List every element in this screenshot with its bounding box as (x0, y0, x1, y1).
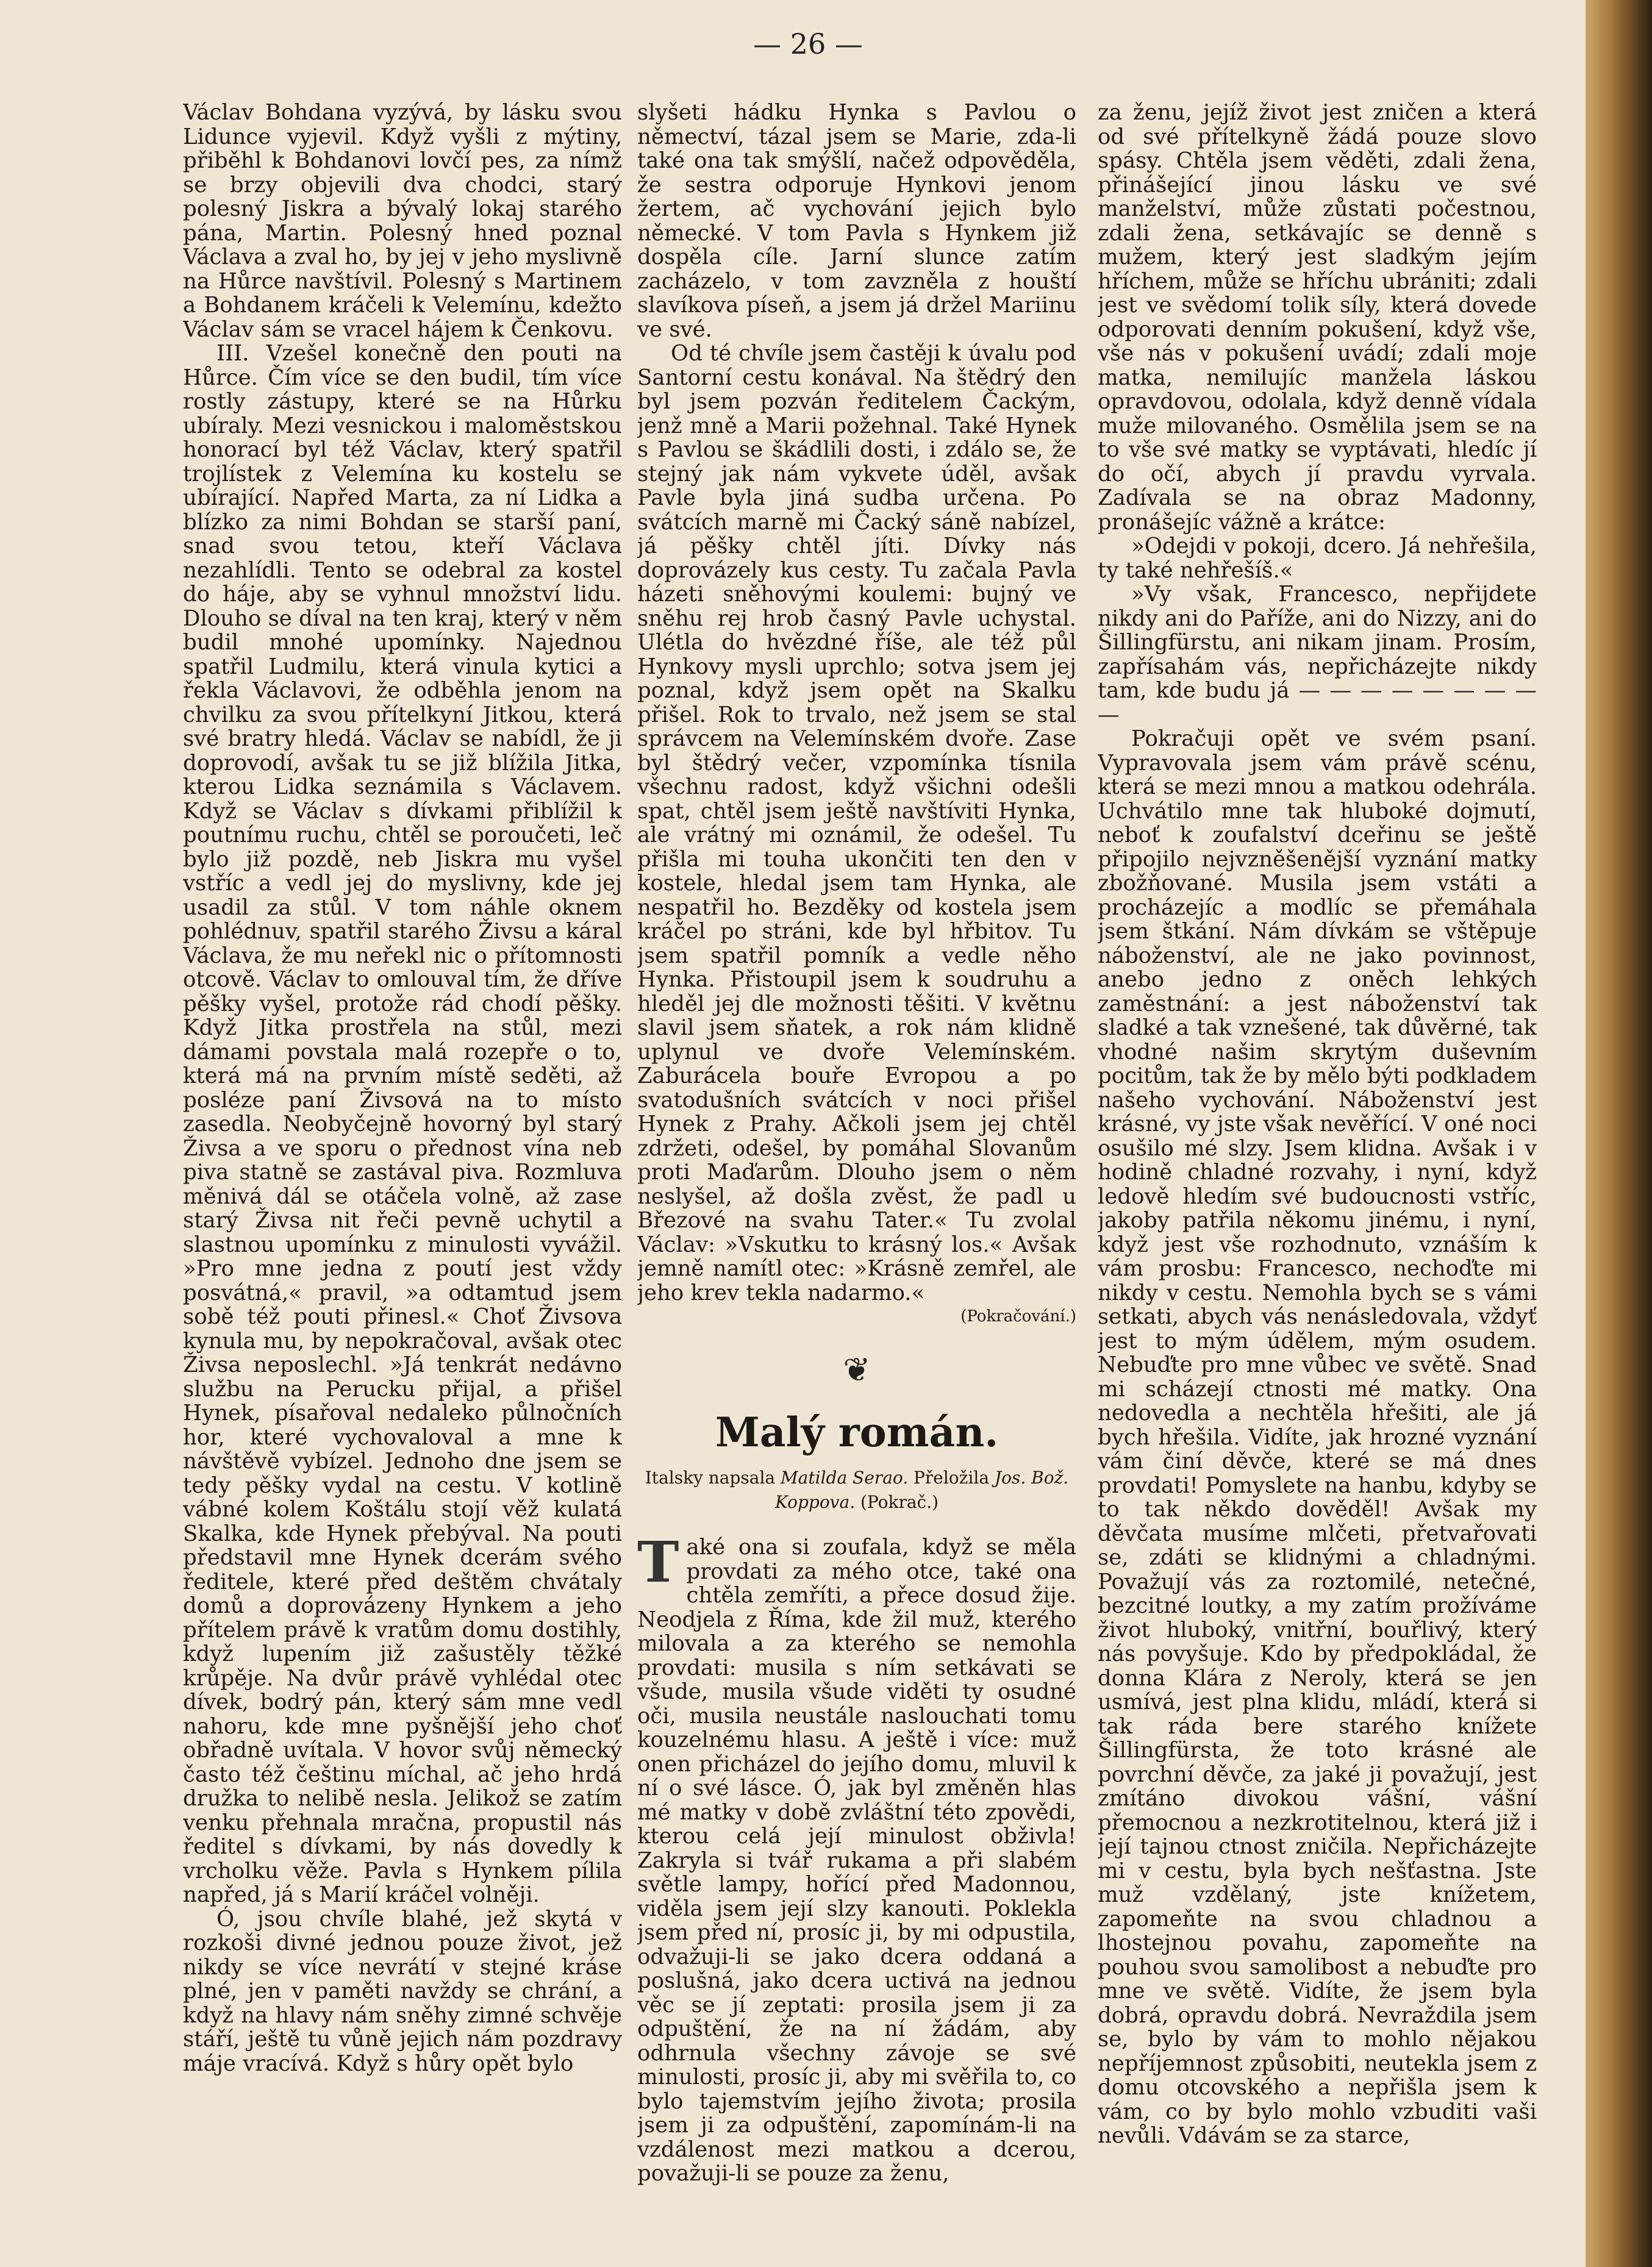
page-number: — 26 — (753, 27, 863, 60)
paragraph: »Odejdi v pokoji, dcero. Já nehřešila, ty také nehřešíš.« (1098, 534, 1537, 583)
story-paragraph-text: aké ona si zoufala, když se měla provdati za mého otce, také ona chtěla zemříti, a přece dosud žije. Neodjela z Říma, kde žil muž, kterého milovala a za kterého se nemohla provdati: musila s ním setkávati se všude, musila všude viděti ty osudné oči, musila neustále naslouchati tomu kouzelnému hlasu. A ještě i více: muž onen přicházel do jejího domu, mluvil k ní o své lásce. Ó, jak byl změněn hlas mé matky v době zvláštní této zpovědi, kterou celá její minulost obživla! Zakryla si tvář rukama a při slabém světle lampy, hořící před Madonnou, viděla jsem její slzy kanouti. Poklekla jsem před ní, prosíc ji, by mi odpustila, odvažuji-li se jako dcera oddaná a poslušná, jako dcera uctivá na jednou věc se jí zeptati: prosila jsem ji za odpuštění, že na ní žádám, aby odhrnula všechny závoje se své minulosti, prosíc ji, aby mi svěřila to, co bylo tajemstvím jejího života; prosila jsem ji za odpuštění, zapomínám-li na vzdálenost mezi matkou a dcerou, považuji-li se pouze za ženu, (637, 1535, 1076, 2186)
continuation-note: (Pokračování.) (960, 1307, 1076, 1326)
paragraph: slyšeti hádku Hynka s Pavlou o němectví, tázal jsem se Marie, zda-li také ona tak smýšlí, načež odpověděla, že sestra odporuje Hynkovi jenom žertem, ač vychování jejich bylo německé. V tom Pavla s Hynkem již dospěla cíle. Jarní slunce zatím zacházelo, v tom zavzněla z houští slavíkova píseň, a jsem já držel Mariinu ve své. (637, 101, 1076, 342)
author-name: Matilda Serao. (781, 1468, 909, 1488)
byline-mid: Přeložila (908, 1468, 995, 1488)
paragraph: »Vy však, Francesco, nepřijdete nikdy ani do Paříže, ani do Nizzy, ani do Šillingfürstu, ani nikam jinam. Prosím, zapřísahám vás, nepřicházejte nikdy tam, kde budu já — — — — — — — — — (1098, 582, 1537, 727)
story-paragraph (637, 1529, 1076, 2186)
column-1 (183, 101, 622, 2247)
byline-suffix: (Pokrač.) (855, 1492, 939, 1512)
fleuron-ornament-icon: ❦ (843, 1351, 871, 1389)
paragraph: III. Vzešel konečně den pouti na Hůrce. Čím více se den budil, tím více rostly zástupy, které se na Hůrku ubíraly. Mezi vesnickou i maloměstskou honorací byl též Václav, který spatřil trojlístek z Velemína ku kostelu se ubírající. Napřed Marta, za ní Lidka a blízko za nimi Bohdan se starší paní, snad svou tetou, kteří Václava nezahlídli. Tento se odebral za kostel do háje, aby se vyhnul množství lidu. Dlouho se díval na ten kraj, který v něm budil mnohé upomínky. Najednou spatřil Ludmilu, která vinula kytici a řekla Václavovi, že odběhla jenom na chvilku za svou přítelkyní Jitkou, která své bratry hledá. Václav se nabídl, že ji doprovodí, avšak tu se již blížila Jitka, kterou Lidka seznámila s Václavem. Když se Václav s dívkami přiblížil k poutnímu ruchu, chtěl se poroučeti, leč bylo již pozdě, neb Jiskra mu vyšel vstříc a vedl jej do myslivny, kde jej usadil za stůl. V tom náhle oknem pohlédnuv, spatřil starého Živsu a káral Václava, že mu neřekl nic o přítomnosti otcově. Václav to omlouval tím, že dříve pěšky vyšel, protože rád chodí pěšky. Když Jitka prostřela na stůl, mezi dámami povstala malá rozepře o to, která má na prvním místě seděti, až posléze paní Živsová na to místo zasedla. Neobyčejně hovorný byl starý Živsa a ve sporu o přednost vína neb piva statně se zastával piva. Rozmluva měnivá dál se otáčela volně, až zase starý Živsa nit řeči pevně uchytil a slastnou upomínku z minulosti vyvážil. »Pro mne jedna z poutí jest vždy posvátná,« pravil, »a odtamtud jsem sobě též pouti přinesl.« Choť Živsova kynula mu, by nepokračoval, avšak otec Živsa neposlechl. »Já tenkrát nedávno službu na Perucku přijal, a přišel Hynek, písařoval nedaleko půlnočních hor, které vychovaloval a mne k návštěvě vybízel. Jednoho dne jsem se tedy pěšky vydal na cestu. V kotlině vábné kolem Koštálu stojí věž kulatá Skalka, kde Hynek přebýval. Na pouti představil mne Hynek dcerám svého ředitele, které před deštěm chvátaly domů a doprovázeny Hynkem a jeho přítelem právě k vratům domu dostihly, když lupením již zašustěly těžké krůpěje. Na dvůr právě vyhlédal otec dívek, bodrý pán, který sám mne vedl nahoru, kde mne pyšnější jeho choť obřadně uvítala. V hovor svůj německý často též češtinu míchal, ač jeho hrdá družka to nelibě nesla. Jelikož se zatím venku přehnala mračna, propustil nás ředitel s dívkami, by nás dovedly k vrcholku věže. Pavla s Hynkem pílila napřed, já s Marií kráčel volněji. (183, 341, 622, 1907)
paragraph: Ó, jsou chvíle blahé, jež skytá v rozkoši divné jednou pouze život, jež nikdy se více nevrátí v stejné kráse plné, jen v paměti navždy se chrání, a když na hlavy nám sněhy zimné schvěje stáří, ještě tu vůně jejich nám pozdravy máje vracívá. Když s hůry opět bylo (183, 1906, 622, 2076)
drop-cap: T (637, 1529, 679, 1595)
paragraph: za ženu, jejíž život jest zničen a která od své přítelkyně žádá pouze slovo spásy. Chtěla jsem věděti, zdali žena, přinášející jinou lásku ve své manželství, může zůstati počestnou, zdali žena, setkávajíc se denně s mužem, který jest sladkým jejím hříchem, může se hříchu ubrániti; zdali jest ve svědomí tolik síly, která dovede odporovati denním pokušení, když vše, vše nás v pokušení uvádí; zdali moje matka, nemilujíc manžela láskou opravdovou, odolala, když denně vídala muže milovaného. Osmělila jsem se na to vše své matky se vyptávati, hledíc jí do očí, abych jí pravdu vyrvala. Zadívala se na obraz Madonny, pronášejíc vážně a krátce: (1098, 101, 1537, 535)
story-title: Malý román. (715, 1408, 999, 1456)
story-byline (637, 1466, 1076, 1515)
paragraph: Pokračuji opět ve svém psaní. Vypravovala jsem vám právě scénu, která se mezi mnou a matkou odehrála. Uchvátilo mne tak hluboké dojmutí, neboť k zoufalství dceřinu se ještě připojilo nejvzněšenější vyznání matky zbožňované. Musila jsem vstáti a procházejíc a modlíc se přemáhala jsem štkání. Nám dívkám se vštěpuje náboženství, ale ne jako povinnost, anebo jedno z oněch lehkých zaměstnání: a jest náboženství tak sladké a tak vznešené, tak důvěrné, tak vhodné našim skrytým duševním pocitům, tak že by mělo býti podkladem našeho vychování. Náboženství jest krásné, vy jste však nevěřící. V oné noci osušilo mé slzy. Jsem klidna. Avšak i v hodině chladné rozvahy, i nyní, když ledově hledím své budoucnosti vstříc, jakoby patřila někomu jinému, i nyní, když jest vše rozhodnuto, vznáším k vám prosbu: Francesco, nechoďte mi nikdy v cestu. Nemohla bych se s vámi setkati, abych vás nenásledovala, vždyť jest to mým údělem, mým osudem. Nebuďte pro mne vůbec ve světě. Snad mi scházejí ctnosti mé matky. Ona nedovedla a nechtěla hřešiti, ale já bych hřešila. Vidíte, jak hrozné vyznání vám činí děvče, které se má dnes provdati! Pomyslete na hanbu, kdyby se to tak někdo dověděl! Avšak my děvčata musíme mlčeti, přetvařovati se, zdáti se klidnými a chladnými. Považují vás za roztomilé, netečné, bezcitné loutky, a my zatím prožíváme život hluboký, vnitřní, bouřlivý, který nás povyšuje. Kdo by předpokládal, že donna Klára z Neroly, která se jen usmívá, jest plna klidu, mládí, která si tak ráda bere starého knížete Šillingfürsta, že toto krásné ale povrchní děvče, za jaké ji považují, jest zmítáno divokou vášní, vášní přemocnou a nezkrotitelnou, která již i její tajnou ctnost zničila. Nepřicházejte mi v cestu, byla bych nešťastna. Jste muž vzdělaný, jste knížetem, zapomeňte na svou chladnou a lhostejnou povahu, zapomeňte na pouhou svou samolibost a nebuďte pro mne ve světě. Vidíte, že jsem byla dobrá, opravdu dobrá. Nevraždila jsem se, bylo by vám to mohlo nějakou nepříjemnost způsobiti, neutekla jsem z domu otcovského a nepřišla jsem k vám, co by bylo mohlo vzbuditi vaši nevůli. Vdávám se za starce, (1098, 726, 1537, 2148)
paragraph: Od té chvíle jsem častěji k úvalu pod Santorní cestu konával. Na štědrý den byl jsem pozván ředitelem Čackým, jenž mně a Marii požehnal. Také Hynek s Pavlou se škádlili dosti, i zdálo se, že stejný jak nám vykvete úděl, avšak Pavle byla jiná sudba určena. Po svátcích marně mi Čacký sáně nabízel, já pěšky chtěl jíti. Dívky nás doprovázely kus cesty. Tu začala Pavla házeti sněhovými koulemi: bujný ve sněhu rej hrob časný Pavle uchystal. Ulétla do hvězdné říše, ale též půl Hynkovy mysli uprchlo; sotva jsem jej poznal, když jsem opět na Skalku přišel. Rok to trvalo, než jsem se stal správcem na Velemínském dvoře. Zase byl štědrý večer, vzpomínka tísnila všechnu radost, když všichni odešli spat, chtěl jsem ještě navštíviti Hynka, ale vrátný mi oznámil, že odešel. Tu přišla mi touha ukončiti ten den v kostele, hledal jsem tam Hynka, ale nespatřil ho. Bezděky od kostela jsem kráčel po stráni, kde byl hřbitov. Tu jsem spatřil pomník a vedle něho Hynka. Přistoupil jsem k soudruhu a hleděl jej dle možnosti těšiti. V květnu slavil jsem sňatek, a rok nám klidně uplynul ve dvoře Velemínském. Zaburácela bouře Evropou a po svatodušních svátcích v noci přišel Hynek z Prahy. Ačkoli jsem jej chtěl zdržeti, odešel, by pomáhal Slovanům proti Maďarům. Dlouho jsem o něm neslyšel, až došla zvěst, že padl u Březové na svahu Tater.« Tu zvolal Václav: »Vskutku to krásný los.« Avšak jemně namítl otec: »Krásně zemřel, ale jeho krev tekla nadarmo.« (637, 341, 1076, 1305)
byline-prefix: Italsky napsala (645, 1468, 781, 1488)
page-edge (1586, 0, 1652, 2267)
column-3 (1098, 101, 1537, 2247)
column-2 (637, 101, 1076, 2247)
translator-name: Jos. Bož. Koppova. (774, 1468, 1069, 1512)
paragraph: Václav Bohdana vyzývá, by lásku svou Lidunce vyjevil. Když vyšli z mýtiny, přiběhl k Bohdanovi lovčí pes, za nímž se brzy objevili dva chodci, starý polesný Jiskra a bývalý lokaj starého pána, Martin. Polesný hned poznal Václava a zval ho, by jej v jeho myslivně na Hůrce navštívil. Polesný s Martinem a Bohdanem kráčeli k Velemínu, kdežto Václav sám se vracel hájem k Čenkovu. (183, 101, 622, 342)
